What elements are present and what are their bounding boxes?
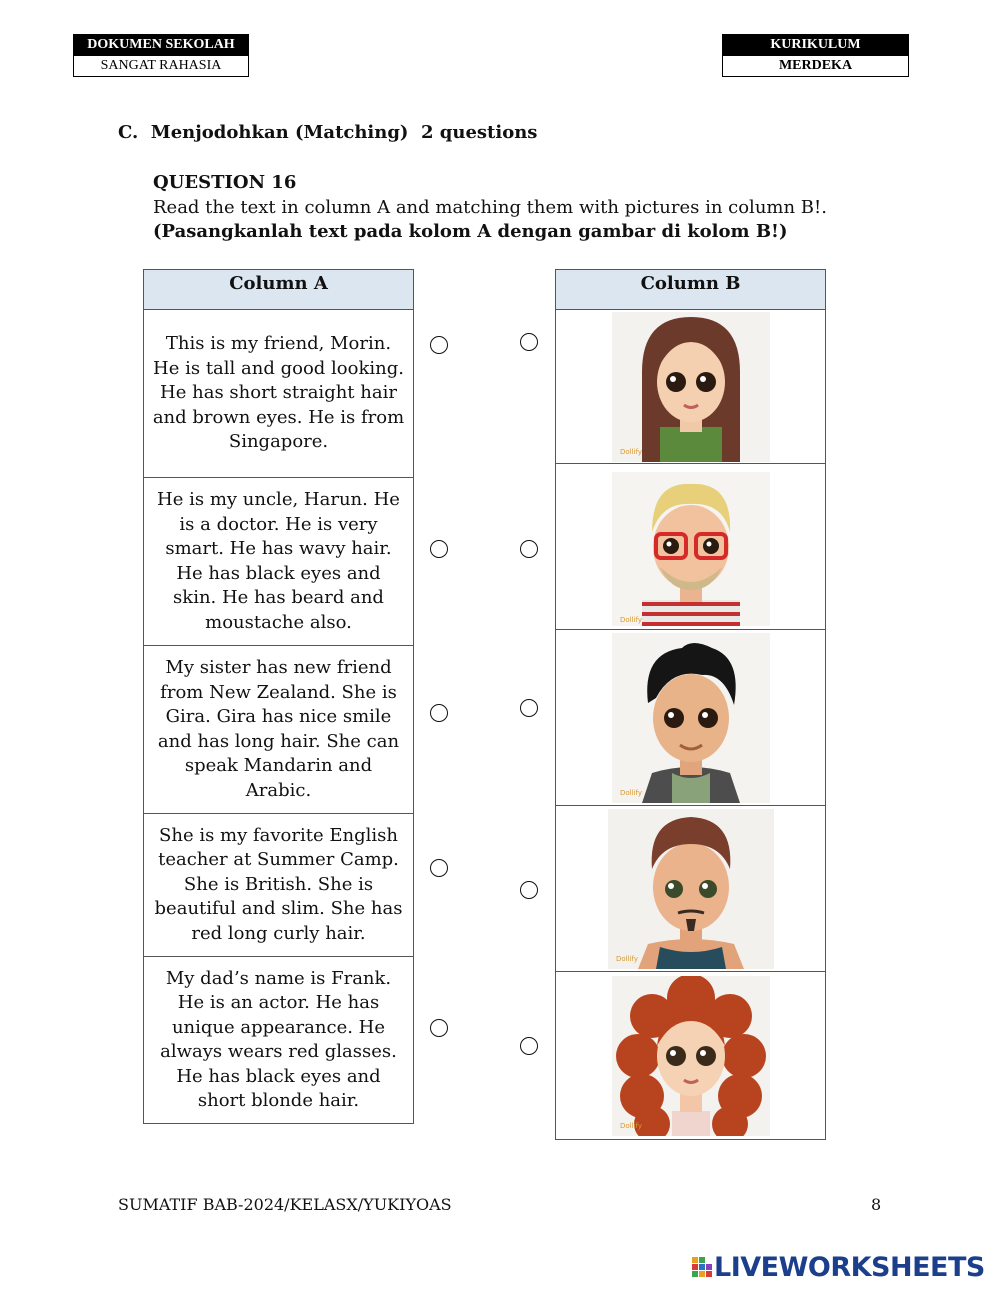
school-doc-stamp: [73, 34, 249, 77]
stamp-subtitle: SANGAT RAHASIA: [74, 55, 248, 76]
column-b-match-circle[interactable]: [520, 540, 538, 558]
column-b-match-circle[interactable]: [520, 699, 538, 717]
column-a-match-circle[interactable]: [430, 704, 448, 722]
question-title: QUESTION 16: [153, 172, 297, 193]
liveworksheets-logo[interactable]: [692, 1252, 985, 1283]
instruction-text-bold: (Pasangkanlah text pada kolom A dengan gambar di kolom B!): [153, 221, 788, 242]
footer-code: SUMATIF BAB-2024/KELASX/YUKIYOAS: [118, 1195, 452, 1214]
dollify-watermark: Dollify: [615, 954, 638, 963]
column-a-table: [143, 269, 414, 1124]
column-a-match-circle[interactable]: [430, 336, 448, 354]
column-b-table: [555, 269, 826, 1140]
boy-black-hair-avatar-icon: [612, 633, 770, 803]
column-a-item: She is my favorite English teacher at Summer Camp. She is British. She is beautiful and slim. She has red long curly hair.: [144, 814, 413, 957]
column-b-picture-cell: [556, 630, 825, 806]
section-heading: C. Menjodohkan (Matching) 2 questions: [118, 122, 538, 143]
column-a-match-circle[interactable]: [430, 1019, 448, 1037]
instruction-text: Read the text in column A and matching them with pictures in column B!.: [153, 197, 827, 218]
dollify-watermark: Dollify: [619, 788, 642, 797]
column-b-match-circle[interactable]: [520, 881, 538, 899]
man-blonde-red-glasses-avatar-icon: [612, 468, 770, 626]
page-number: 8: [871, 1195, 882, 1214]
column-a-item: This is my friend, Morin. He is tall and good looking. He has short straight hair and brown eyes. He is from Singapore.: [144, 310, 413, 478]
stamp-subtitle: MERDEKA: [723, 55, 908, 76]
column-b-picture-cell: [556, 972, 825, 1139]
column-b-header: Column B: [556, 270, 825, 310]
column-a-item: My dad’s name is Frank. He is an actor. He has unique appearance. He always wears red glasses. He has black eyes and short blonde hair.: [160, 967, 397, 1111]
column-a-item: He is my uncle, Harun. He is a doctor. He is very smart. He has wavy hair. He has black eyes and skin. He has beard and moustache also.: [144, 478, 413, 646]
column-b-match-circle[interactable]: [520, 1037, 538, 1055]
liveworksheets-logo-text: LIVEWORKSHEETS: [714, 1252, 985, 1283]
curriculum-stamp: [722, 34, 909, 77]
girl-long-brown-hair-avatar-icon: [612, 312, 770, 462]
stamp-title: DOKUMEN SEKOLAH: [74, 35, 248, 55]
dollify-watermark: Dollify: [619, 447, 642, 456]
dollify-watermark: Dollify: [619, 615, 642, 624]
column-b-picture-cell: [556, 464, 825, 630]
column-a-header: Column A: [144, 270, 413, 310]
column-b-match-circle[interactable]: [520, 333, 538, 351]
dollify-watermark: Dollify: [619, 1121, 642, 1130]
column-b-picture-cell: [556, 806, 825, 972]
column-a-match-circle[interactable]: [430, 540, 448, 558]
column-b-picture-cell: [556, 310, 825, 464]
man-curly-hair-beard-avatar-icon: [608, 809, 774, 969]
stamp-title: KURIKULUM: [723, 35, 908, 55]
woman-red-curly-hair-avatar-icon: [612, 976, 770, 1136]
liveworksheets-blocks-icon: [692, 1255, 714, 1281]
column-a-item: My sister has new friend from New Zealand. She is Gira. Gira has nice smile and has long hair. She can speak Mandarin and Arabic.: [144, 646, 413, 814]
column-a-match-circle[interactable]: [430, 859, 448, 877]
question-instruction: [153, 196, 853, 244]
